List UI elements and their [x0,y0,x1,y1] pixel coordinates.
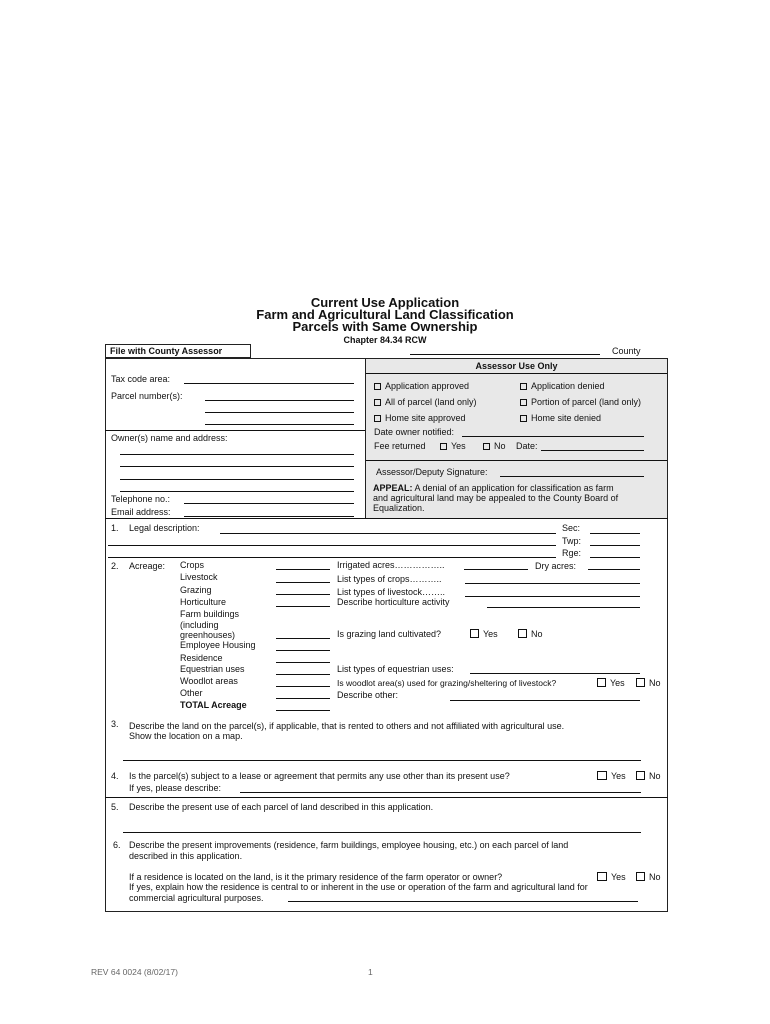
fee-date-label: Date: [516,441,538,451]
equestrian-acres-field[interactable] [276,674,330,675]
form-subtitle: Farm and Agricultural Land Classification [256,307,514,322]
appeal-line-3: Equalization. [373,503,425,513]
fee-yes-option[interactable] [440,441,466,452]
checkbox-icon[interactable] [483,443,490,450]
tax-code-label: Tax code area: [111,374,171,384]
all-parcel-option[interactable] [374,397,477,408]
form-subtitle-2: Parcels with Same Ownership [292,319,478,334]
all-parcel-label: All of parcel (land only) [385,397,477,407]
home-approved-label: Home site approved [385,413,466,423]
total-acres-field[interactable] [276,710,330,711]
rge-field[interactable] [590,557,640,558]
q3-number: 3. [111,719,119,729]
employee-housing-acres-field[interactable] [276,650,330,651]
q4-yes-option[interactable] [597,771,626,782]
list-livestock-field[interactable] [465,596,640,597]
rge-label: Rge: [562,548,582,558]
home-denied-option[interactable] [520,413,601,424]
q4-text-2: If yes, please describe: [129,783,222,793]
telephone-label: Telephone no.: [111,494,171,504]
form-number: REV 64 0024 (8/02/17) [91,967,178,977]
fee-yes-label: Yes [451,441,466,451]
acreage-residence: Residence [180,653,223,663]
app-approved-option[interactable] [374,381,469,392]
county-label: County [612,346,641,356]
q1-number: 1. [111,523,119,533]
fee-date-field[interactable] [541,450,644,451]
grazing-acres-field[interactable] [276,594,330,595]
q6-text-5: commercial agricultural purposes. [129,893,264,903]
top-section-bottom [105,518,668,519]
dry-acres-label: Dry acres: [535,561,577,571]
checkbox-icon[interactable] [520,415,527,422]
irrigated-field[interactable] [464,569,528,570]
describe-hort-label: Describe horticulture activity [337,597,450,607]
twp-label: Twp: [562,536,582,546]
appeal-label: APPEAL: [373,483,413,493]
horticulture-acres-field[interactable] [276,606,330,607]
q6-text-1: Describe the present improvements (residence, farm buildings, employee housing, etc.) on each parcel of land [129,840,569,850]
q4-yes-label: Yes [611,771,626,781]
file-with-label: File with County Assessor [110,346,223,356]
home-approved-option[interactable] [374,413,466,424]
app-approved-label: Application approved [385,381,470,391]
fee-no-option[interactable] [483,441,506,452]
app-denied-option[interactable] [520,381,605,392]
owner-label: Owner(s) name and address: [111,433,228,443]
assessor-inner-divider [366,460,667,461]
q6-no-option[interactable] [636,872,661,883]
list-livestock-label: List types of livestock…….. [337,587,446,597]
dry-acres-field[interactable] [588,569,640,570]
checkbox-icon[interactable] [518,629,527,638]
chapter-ref: Chapter 84.34 RCW [343,335,427,345]
acreage-total: TOTAL Acreage [180,700,247,710]
woodlot-yes-label: Yes [610,678,625,688]
residence-acres-field[interactable] [276,662,330,663]
q4-divider [105,797,668,798]
q2-label: Acreage: [129,561,166,571]
q4-number: 4. [111,771,119,781]
grazing-no-option[interactable] [518,629,543,640]
checkbox-icon[interactable] [374,415,381,422]
checkbox-icon[interactable] [597,678,606,687]
owner-field-2[interactable] [120,466,354,467]
sec-field[interactable] [590,533,640,534]
q1-label: Legal description: [129,523,200,533]
left-section-divider [105,430,365,431]
checkbox-icon[interactable] [374,399,381,406]
parcel-number-field-3[interactable] [205,424,354,425]
equestrian-field[interactable] [470,673,640,674]
q4-answer-field[interactable] [240,792,641,793]
page-number: 1 [368,967,373,977]
assessor-title: Assessor Use Only [475,361,558,371]
q6-text-2: described in this application. [129,851,243,861]
checkbox-icon[interactable] [597,872,607,881]
portion-parcel-option[interactable] [520,397,641,408]
acreage-livestock: Livestock [180,572,218,582]
email-label: Email address: [111,507,171,517]
checkbox-icon[interactable] [470,629,479,638]
q4-text-1: Is the parcel(s) subject to a lease or agreement that permits any use other than its present use? [129,771,510,781]
q3-answer-field[interactable] [123,760,641,761]
checkbox-icon[interactable] [520,399,527,406]
acreage-employee-housing: Employee Housing [180,640,256,650]
acreage-greenhouses: greenhouses) [180,630,236,640]
date-notified-label: Date owner notified: [374,427,455,437]
appeal-text-1: A denial of an application for classification as farm [414,483,614,493]
q2-number: 2. [111,561,119,571]
legal-description-field-3[interactable] [108,557,556,558]
parcel-number-field-2[interactable] [205,412,354,413]
home-denied-label: Home site denied [531,413,602,423]
checkbox-icon[interactable] [374,383,381,390]
signature-field[interactable] [500,476,644,477]
email-field[interactable] [184,516,354,517]
owner-field-1[interactable] [120,454,354,455]
woodlot-yes-option[interactable] [597,678,625,689]
parcel-number-field-1[interactable] [205,400,354,401]
owner-field-3[interactable] [120,479,354,480]
checkbox-icon[interactable] [636,771,645,780]
sec-label: Sec: [562,523,581,533]
q3-text-1: Describe the land on the parcel(s), if applicable, that is rented to others and not affiliated with agricultural use. [129,721,565,731]
twp-field[interactable] [590,545,640,546]
woodlot-no-option[interactable] [636,678,661,689]
acreage-other: Other [180,688,203,698]
woodlot-question: Is woodlot area(s) used for grazing/sheltering of livestock? [337,678,557,688]
form-title: Current Use Application [310,295,460,310]
q5-text-1: Describe the present use of each parcel of land described in this application. [129,802,434,812]
q6-text-3: If a residence is located on the land, is it the primary residence of the farm operator or owner? [129,872,503,882]
fee-returned-label: Fee returned [374,441,426,451]
q4-no-option[interactable] [636,771,661,782]
checkbox-icon[interactable] [597,771,607,780]
acreage-farm-buildings: Farm buildings [180,609,240,619]
legal-description-field-1[interactable] [220,533,556,534]
county-field[interactable] [410,354,600,355]
fee-no-label: No [494,441,506,451]
telephone-field[interactable] [184,503,354,504]
q6-text-4: If yes, explain how the residence is central to or inherent in the use or operation of the farm and agricultural land for [129,882,588,892]
q6-yes-option[interactable] [597,872,626,883]
grazing-yes-option[interactable] [470,629,498,640]
acreage-including: (including [180,620,219,630]
livestock-acres-field[interactable] [276,582,330,583]
appeal-line-2: and agricultural land may be appealed to the County Board of [373,493,619,503]
describe-hort-field[interactable] [487,607,640,608]
grazing-no-label: No [531,629,543,639]
q6-number: 6. [113,840,121,850]
assessor-title-underline [366,373,667,374]
q6-answer-field[interactable] [288,901,638,902]
acreage-woodlot: Woodlot areas [180,676,238,686]
date-notified-field[interactable] [462,436,644,437]
woodlot-no-label: No [649,678,661,688]
grazing-question: Is grazing land cultivated? [337,629,442,639]
acreage-horticulture: Horticulture [180,597,227,607]
parcel-numbers-label: Parcel number(s): [111,391,183,401]
woodlot-acres-field[interactable] [276,686,330,687]
q6-no-label: No [649,872,661,882]
acreage-grazing: Grazing [180,585,212,595]
irrigated-label: Irrigated acres…………….. [337,560,445,570]
q5-number: 5. [111,802,119,812]
crops-acres-field[interactable] [276,569,330,570]
checkbox-icon[interactable] [636,678,645,687]
list-crops-label: List types of crops……….. [337,574,442,584]
tax-code-field[interactable] [184,383,354,384]
owner-field-4[interactable] [120,491,354,492]
legal-description-field-2[interactable] [108,545,556,546]
checkbox-icon[interactable] [636,872,645,881]
other-acres-field[interactable] [276,698,330,699]
equestrian-label: List types of equestrian uses: [337,664,454,674]
checkbox-icon[interactable] [520,383,527,390]
list-crops-field[interactable] [465,583,640,584]
q5-answer-field[interactable] [123,832,641,833]
portion-parcel-label: Portion of parcel (land only) [531,397,642,407]
q3-text-2: Show the location on a map. [129,731,243,741]
signature-label: Assessor/Deputy Signature: [376,467,488,477]
q4-no-label: No [649,771,661,781]
checkbox-icon[interactable] [440,443,447,450]
acreage-equestrian: Equestrian uses [180,664,245,674]
describe-other-label: Describe other: [337,690,399,700]
describe-other-field[interactable] [450,700,640,701]
q6-yes-label: Yes [611,872,626,882]
acreage-crops: Crops [180,560,205,570]
app-denied-label: Application denied [531,381,605,391]
farm-buildings-acres-field[interactable] [276,638,330,639]
grazing-yes-label: Yes [483,629,498,639]
